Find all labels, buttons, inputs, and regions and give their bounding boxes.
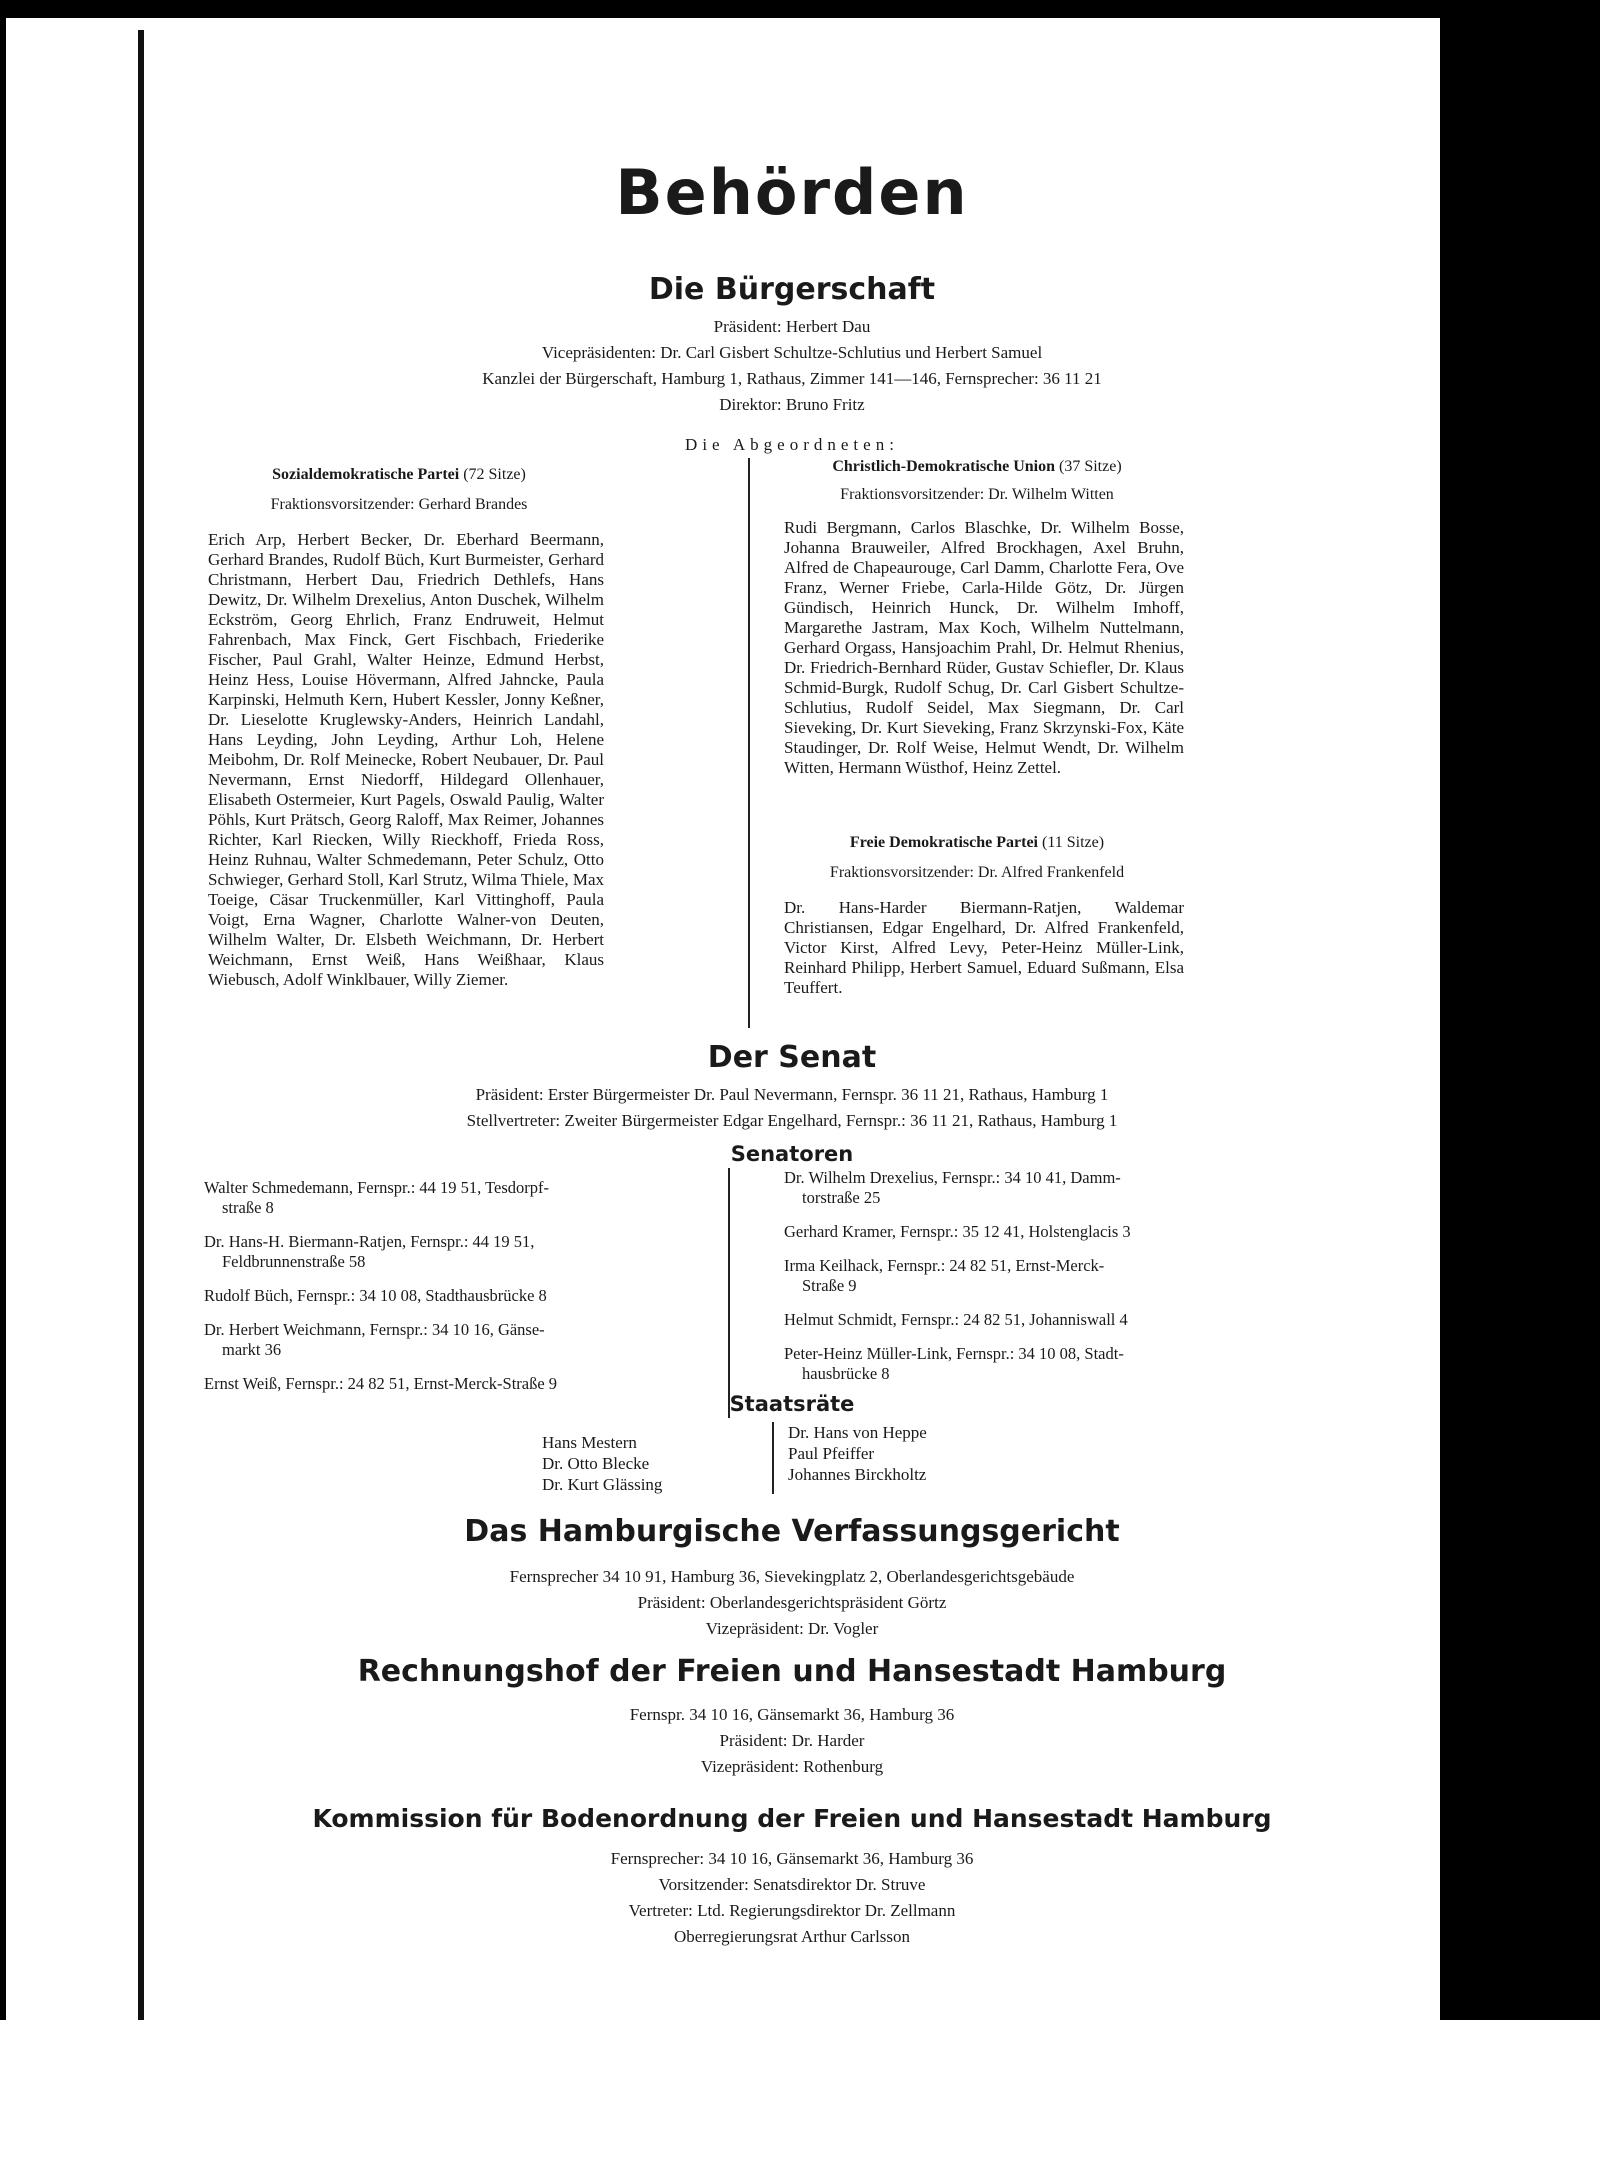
buergerschaft-line: Vicepräsidenten: Dr. Carl Gisbert Schultze-Schlutius und Herbert Samuel [541,343,1043,362]
senatoren-right [784,1168,1284,1398]
senator-text: Dr. Hans-H. Biermann-Ratjen, Fernspr.: 44 19 51, [204,1232,535,1251]
senator-entry [784,1256,1284,1296]
senator-text: hausbrücke 8 [802,1364,890,1383]
senator-text: Gerhard Kramer, Fernspr.: 35 12 41, Holstenglacis 3 [784,1222,1131,1241]
scan-border-left [0,0,6,2020]
buergerschaft-line: Präsident: Herbert Dau [713,317,871,336]
senator-entry [204,1374,714,1394]
staatsraete-divider [772,1422,774,1494]
rechnungshof-line: Vizepräsident: Rothenburg [700,1757,884,1776]
senator-entry [784,1168,1284,1208]
senator-text: markt 36 [222,1340,282,1359]
staatsraete-right [788,1422,1028,1485]
senatoren-divider [728,1168,730,1418]
senator-text: straße 8 [222,1198,274,1217]
senator-entry [204,1178,714,1218]
staatsraete-left [542,1432,742,1495]
senator-text: Rudolf Büch, Fernspr.: 34 10 08, Stadthausbrücke 8 [204,1286,547,1305]
abgeordnete-label: Die Abgeordneten: [685,435,899,454]
senator-text: torstraße 25 [802,1188,881,1207]
spd-header [204,466,594,484]
verfassungsgericht-info [144,1564,1440,1642]
senator-text: Ernst Weiß, Fernspr.: 24 82 51, Ernst-Merck-Straße 9 [204,1374,558,1393]
senat-info [144,1082,1440,1134]
buergerschaft-line: Kanzlei der Bürgerschaft, Hamburg 1, Rathaus, Zimmer 141—146, Fernsprecher: 36 11 21 [482,369,1102,388]
staatsrat-name: Dr. Otto Blecke [542,1454,650,1473]
staatsraete-heading: Staatsräte [729,1392,855,1416]
fdp-header [772,834,1182,852]
senat-heading: Der Senat [707,1040,877,1075]
fdp-name: Freie Demokratische Partei [849,834,1038,851]
fdp-members: Dr. Hans-Harder Biermann-Ratjen, Waldemar Christiansen, Edgar Engelhard, Dr. Alfred Frankenfeld, Victor Kirst, Alfred Levy, Peter-Heinz Müller-Link, Reinhard Philipp, Herbert Samuel, Eduard Sußmann, Elsa Teuffert. [784,898,1184,997]
senat-line: Präsident: Erster Bürgermeister Dr. Paul Nevermann, Fernspr. 36 11 21, Rathaus, Hamburg 1 [475,1085,1109,1104]
senatoren-heading: Senatoren [730,1142,854,1166]
scan-border-right [1440,0,1600,2020]
cdu-header [772,458,1182,476]
fdp-seats: (11 Sitze) [1042,834,1105,851]
rechnungshof-heading: Rechnungshof der Freien und Hansestadt Hamburg [357,1654,1227,1689]
spd-name: Sozialdemokratische Partei [272,466,460,483]
page-title: Behörden [615,156,969,229]
verfassungsgericht-line: Präsident: Oberlandesgerichtspräsident Görtz [637,1593,947,1612]
senator-text: Dr. Herbert Weichmann, Fernspr.: 34 10 16, Gänse- [204,1320,545,1339]
staatsrat-name: Paul Pfeiffer [788,1444,875,1463]
scan-border-top [0,0,1600,18]
column-divider [748,458,750,1028]
senator-entry [204,1232,714,1272]
kommission-line: Vertreter: Ltd. Regierungsdirektor Dr. Zellmann [628,1901,956,1920]
spd-chair: Fraktionsvorsitzender: Gerhard Brandes [270,496,528,513]
kommission-info [144,1846,1440,1950]
spd-seats: (72 Sitze) [463,466,526,483]
staatsrat-name: Johannes Birckholtz [788,1465,927,1484]
staatsrat-name: Hans Mestern [542,1433,637,1452]
verfassungsgericht-line: Fernsprecher 34 10 91, Hamburg 36, Sievekingplatz 2, Oberlandesgerichtsgebäude [509,1567,1075,1586]
rechnungshof-line: Präsident: Dr. Harder [719,1731,865,1750]
buergerschaft-line: Direktor: Bruno Fritz [719,395,865,414]
cdu-members: Rudi Bergmann, Carlos Blaschke, Dr. Wilhelm Bosse, Johanna Brauweiler, Alfred Brockhagen, Axel Bruhn, Alfred de Chapeaurouge, Carl Damm, Charlotte Fera, Ove Franz, Werner Friebe, Carla-Hilde Götz, Dr. Jürgen Gündisch, Heinrich Hunck, Dr. Wilhelm Imhoff, Margarethe Jastram, Max Koch, Wilhelm Nuttelmann, Gerhard Orgass, Hansjoachim Prahl, Dr. Helmut Rhenius, Dr. Friedrich-Bernhard Rüder, Gustav Schiefler, Dr. Klaus Schmid-Burgk, Rudolf Schug, Dr. Carl Gisbert Schultze-Schlutius, Rudolf Seidel, Max Siegmann, Dr. Carl Sieveking, Dr. Kurt Sieveking, Franz Skrzynski-Fox, Käte Staudinger, Dr. Rolf Weise, Helmut Wendt, Dr. Wilhelm Witten, Hermann Wüsthof, Heinz Zettel. [784,518,1184,777]
senat-line: Stellvertreter: Zweiter Bürgermeister Edgar Engelhard, Fernspr.: 36 11 21, Rathaus, Hamburg 1 [466,1111,1118,1130]
spd-members: Erich Arp, Herbert Becker, Dr. Eberhard Beermann, Gerhard Brandes, Rudolf Büch, Kurt Burmeister, Gerhard Christmann, Herbert Dau, Friedrich Dethlefs, Hans Dewitz, Dr. Wilhelm Drexelius, Anton Duschek, Wilhelm Eckström, Georg Ehrlich, Franz Endruweit, Helmut Fahrenbach, Max Finck, Gert Fischbach, Friederike Fischer, Paul Grahl, Walter Heinze, Edmund Herbst, Heinz Hess, Louise Hövermann, Alfred Jahncke, Paula Karpinski, Helmuth Kern, Hubert Kessler, Jonny Keßner, Dr. Lieselotte Kruglewsky-Anders, Heinrich Landahl, Hans Leyding, John Leyding, Arthur Loh, Helene Meibohm, Dr. Rolf Meinecke, Robert Neubauer, Dr. Paul Nevermann, Ernst Niedorff, Hildegard Ollenhauer, Elisabeth Ostermeier, Kurt Pagels, Oswald Paulig, Walter Pöhls, Kurt Prätsch, Georg Raloff, Max Reimer, Johannes Richter, Karl Riecken, Willy Rieckhoff, Frieda Ross, Heinz Ruhnau, Walter Schmedemann, Peter Schulz, Otto Schwieger, Gerhard Stoll, Karl Strutz, Wilma Thiele, Max Toeige, Cäsar Truckenmüller, Karl Vittinghoff, Paula Voigt, Erna Wagner, Charlotte Walner-von Deuten, Wilhelm Walter, Dr. Elsbeth Weichmann, Dr. Herbert Weichmann, Ernst Weiß, Hans Weißhaar, Klaus Wiebusch, Adolf Winklbauer, Willy Ziemer. [208,530,604,989]
senator-entry [204,1320,714,1360]
senator-text: Walter Schmedemann, Fernspr.: 44 19 51, Tesdorpf- [204,1178,550,1197]
senator-text: Straße 9 [802,1276,857,1295]
senatoren-left [204,1178,714,1408]
staatsrat-name: Dr. Kurt Glässing [542,1475,663,1494]
senator-text: Peter-Heinz Müller-Link, Fernspr.: 34 10 08, Stadt- [784,1344,1124,1363]
senator-text: Helmut Schmidt, Fernspr.: 24 82 51, Johanniswall 4 [784,1310,1128,1329]
senator-entry [784,1344,1284,1384]
rechnungshof-info [144,1702,1440,1780]
senator-text: Irma Keilhack, Fernspr.: 24 82 51, Ernst-Merck- [784,1256,1105,1275]
buergerschaft-heading: Die Bürgerschaft [648,272,936,307]
senator-text: Feldbrunnenstraße 58 [222,1252,366,1271]
buergerschaft-info [144,314,1440,418]
cdu-seats: (37 Sitze) [1059,458,1122,475]
cdu-chair: Fraktionsvorsitzender: Dr. Wilhelm Witten [840,486,1114,503]
verfassungsgericht-line: Vizepräsident: Dr. Vogler [705,1619,879,1638]
kommission-line: Vorsitzender: Senatsdirektor Dr. Struve [658,1875,926,1894]
kommission-heading: Kommission für Bodenordnung der Freien und Hansestadt Hamburg [312,1804,1272,1833]
senator-entry [784,1310,1284,1330]
fdp-chair: Fraktionsvorsitzender: Dr. Alfred Frankenfeld [829,864,1125,881]
senator-entry [204,1286,714,1306]
senator-text: Dr. Wilhelm Drexelius, Fernspr.: 34 10 41, Damm- [784,1168,1121,1187]
kommission-line: Oberregierungsrat Arthur Carlsson [673,1927,911,1946]
rechnungshof-line: Fernspr. 34 10 16, Gänsemarkt 36, Hamburg 36 [629,1705,955,1724]
verfassungsgericht-heading: Das Hamburgische Verfassungsgericht [464,1514,1120,1549]
document-page [144,18,1440,2020]
kommission-line: Fernsprecher: 34 10 16, Gänsemarkt 36, Hamburg 36 [610,1849,974,1868]
staatsrat-name: Dr. Hans von Heppe [788,1423,927,1442]
senator-entry [784,1222,1284,1242]
cdu-name: Christlich-Demokratische Union [832,458,1055,475]
